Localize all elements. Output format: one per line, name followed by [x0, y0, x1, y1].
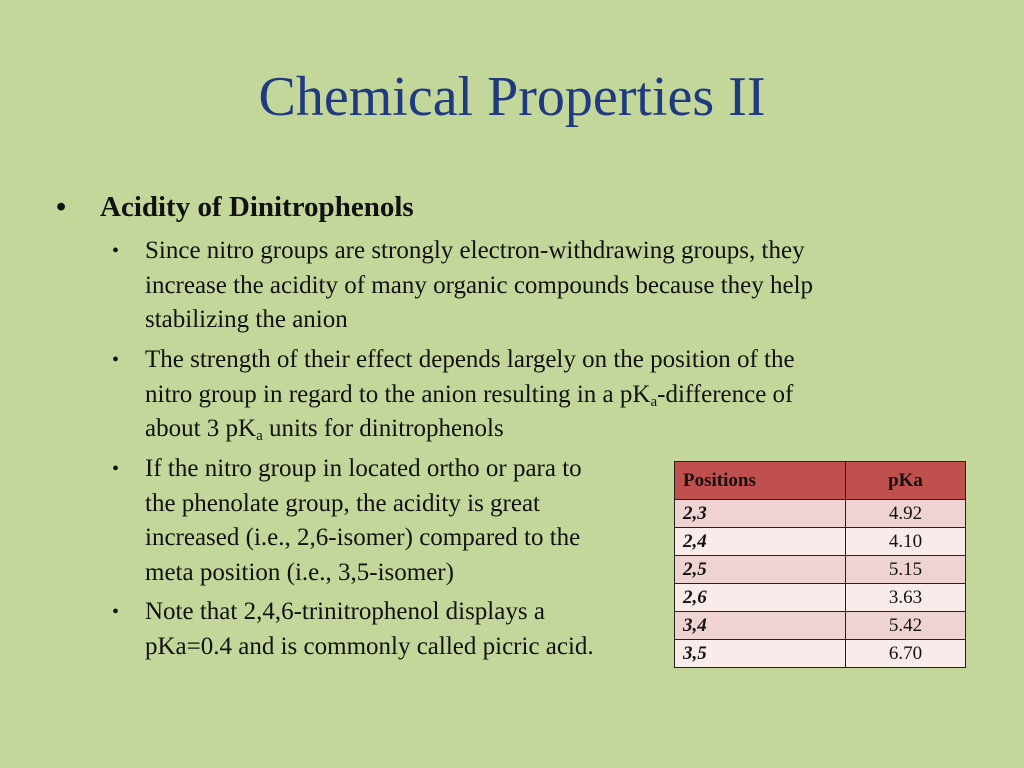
bullet-icon: •	[112, 240, 120, 262]
bullet-line: pKa=0.4 and is commonly called picric acid.	[145, 632, 594, 660]
bullet-line: about 3 $pK_a$ units for dinitrophenols	[145, 415, 504, 444]
pka-cell: 4.10	[846, 528, 966, 556]
slide-title: Chemical Properties II	[258, 66, 766, 128]
pka-table	[674, 461, 966, 668]
position-cell: 2,5	[675, 556, 846, 584]
bullet-line: meta position (i.e., 3,5-isomer)	[145, 558, 454, 586]
bullet-line: increase the acidity of many organic compounds because they help	[145, 271, 814, 299]
bullet-line: increased (i.e., 2,6-isomer) compared to the	[145, 524, 581, 551]
pka-cell: 6.70	[846, 640, 966, 668]
bullet-line: The strength of their effect depends largely on the position of the	[145, 346, 795, 373]
position-cell: 2,6	[675, 584, 846, 612]
bullet-icon: •	[112, 458, 120, 480]
pka-cell: 5.15	[846, 556, 966, 584]
table-row	[675, 500, 966, 528]
bullet-icon: •	[112, 601, 120, 623]
bullet-line: stabilizing the anion	[145, 306, 348, 333]
pka-cell: 5.42	[846, 612, 966, 640]
bullet-line: Note that 2,4,6-trinitrophenol displays a	[145, 598, 545, 625]
table-row	[675, 584, 966, 612]
table-row	[675, 612, 966, 640]
position-cell: 2,4	[675, 528, 846, 556]
table-row	[675, 528, 966, 556]
table-row	[675, 640, 966, 668]
bullet-line: If the nitro group in located ortho or para to	[145, 455, 582, 482]
bullet-icon: •	[112, 349, 120, 371]
bullet-line: the phenolate group, the acidity is great	[145, 489, 541, 517]
pka-cell: 4.92	[846, 500, 966, 528]
pka-cell: 3.63	[846, 584, 966, 612]
bullet-icon: •	[56, 191, 67, 223]
heading-text: Acidity of Dinitrophenols	[100, 191, 414, 223]
column-header-pka: pKa	[846, 462, 966, 500]
position-cell: 3,5	[675, 640, 846, 668]
column-header-positions: Positions	[675, 462, 846, 500]
table-row	[675, 556, 966, 584]
bullet-line: Since nitro groups are strongly electron-withdrawing groups, they	[145, 237, 805, 264]
table-header-row	[675, 462, 966, 500]
position-cell: 2,3	[675, 500, 846, 528]
position-cell: 3,4	[675, 612, 846, 640]
bullet-line: nitro group in regard to the anion resulting in a $pK_a$-difference of	[145, 380, 794, 410]
